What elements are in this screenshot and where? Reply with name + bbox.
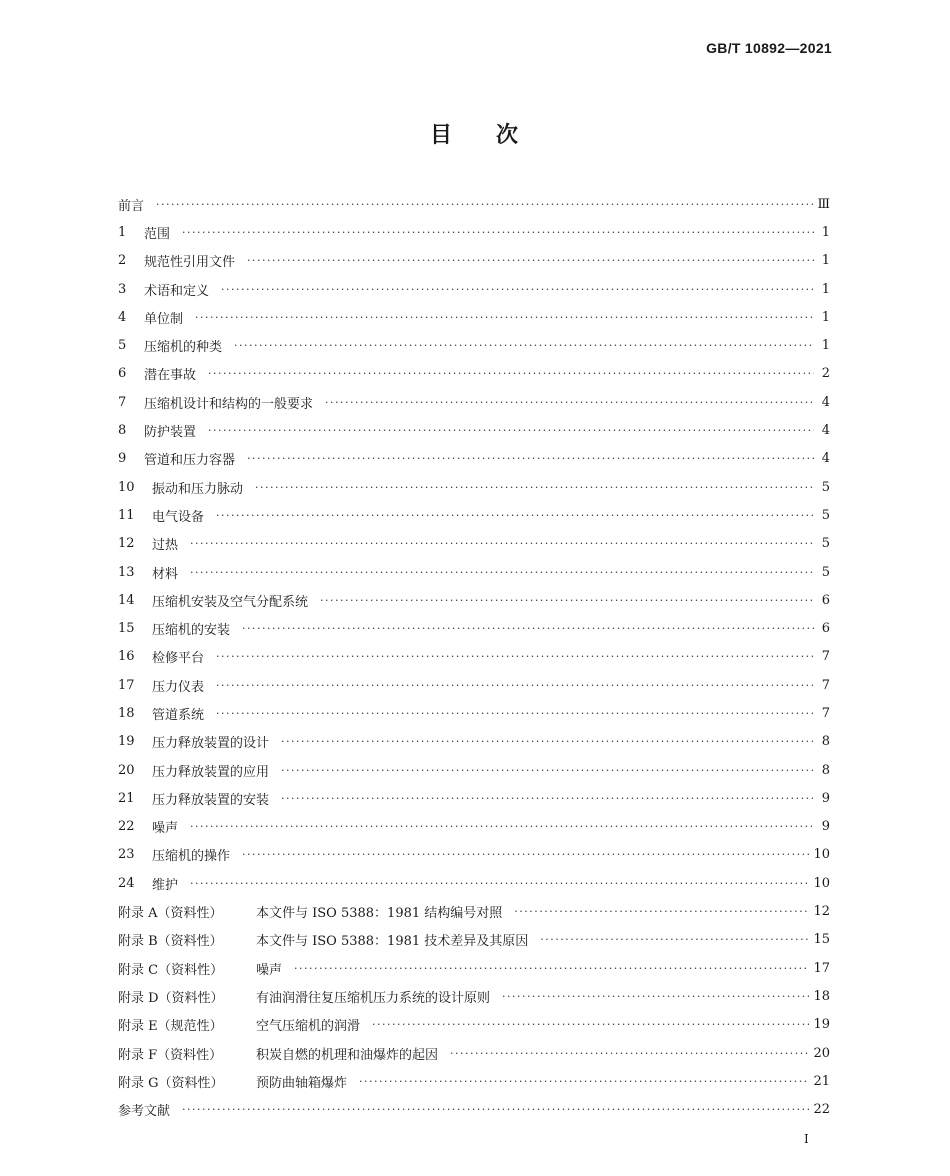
toc-appendix-entry[interactable] xyxy=(118,897,830,925)
toc-entry-title: 压力释放装置的应用 xyxy=(152,764,270,780)
toc-appendix-title: 有油润滑往复压缩机压力系统的设计原则 xyxy=(256,990,491,1006)
toc-appendix-page: 21 xyxy=(813,1073,830,1089)
toc-appendix-title: 预防曲轴箱爆炸 xyxy=(256,1075,348,1091)
toc-leader-dots xyxy=(281,764,814,777)
toc-appendix-entry[interactable] xyxy=(118,926,830,954)
toc-leader-dots xyxy=(255,481,814,494)
toc-entry-title: 规范性引用文件 xyxy=(144,255,236,271)
toc-entry-title: 电气设备 xyxy=(152,509,205,525)
toc-leader-dots xyxy=(190,537,814,550)
toc-entry-page: 5 xyxy=(821,479,830,495)
toc-entry-page: 1 xyxy=(821,253,830,269)
toc-entry-number: 20 xyxy=(118,762,135,778)
toc-entry-number: 2 xyxy=(118,253,127,269)
toc-entry-number: 8 xyxy=(118,423,127,439)
toc-entry[interactable] xyxy=(118,303,830,331)
toc-appendix-label: 附录 G（资料性） xyxy=(118,1075,224,1091)
toc-leader-dots xyxy=(242,848,809,861)
toc-entry[interactable] xyxy=(118,275,830,303)
toc-leader-dots xyxy=(281,792,814,805)
toc-entry-title: 防护装置 xyxy=(144,425,197,441)
toc-entry-page: 2 xyxy=(821,366,830,382)
toc-entry-title: 维护 xyxy=(152,877,179,893)
toc-entry-page: 1 xyxy=(821,309,830,325)
toc-appendix-title: 积炭自燃的机理和油爆炸的起因 xyxy=(256,1047,439,1063)
toc-entry-number: 10 xyxy=(118,479,135,495)
toc-leader-dots xyxy=(247,254,814,267)
toc-entry[interactable] xyxy=(118,190,830,218)
toc-entry-page: 5 xyxy=(821,564,830,580)
toc-appendix-page: 15 xyxy=(813,932,830,948)
toc-entry-number: 12 xyxy=(118,536,135,552)
toc-entry[interactable] xyxy=(118,388,830,416)
toc-entry-number: 15 xyxy=(118,621,135,637)
toc-entry-number: 22 xyxy=(118,819,135,835)
toc-entry-number: 16 xyxy=(118,649,135,665)
toc-appendix-label: 附录 B（资料性） xyxy=(118,934,223,950)
toc-references-title: 参考文献 xyxy=(118,1104,171,1120)
toc-entry-number: 18 xyxy=(118,705,135,721)
toc-appendix-entry[interactable] xyxy=(118,1067,830,1095)
standard-code: GB/T 10892—2021 xyxy=(706,40,832,56)
toc-entry-page: 1 xyxy=(821,224,830,240)
toc-leader-dots xyxy=(182,1103,809,1116)
toc-entry-title: 管道系统 xyxy=(152,707,205,723)
toc-appendix-title: 本文件与 ISO 5388：1981 结构编号对照 xyxy=(256,906,503,922)
toc-appendix-label: 附录 F（资料性） xyxy=(118,1047,223,1063)
toc-leader-dots xyxy=(540,933,809,946)
toc-entry-page: 10 xyxy=(813,847,830,863)
toc-leader-dots xyxy=(450,1047,809,1060)
toc-entry-number: 5 xyxy=(118,338,127,354)
toc-leader-dots xyxy=(216,707,814,720)
toc-entry-title: 压缩机安装及空气分配系统 xyxy=(152,594,309,610)
toc-entry-page: 7 xyxy=(821,705,830,721)
toc-entry-page: 10 xyxy=(813,875,830,891)
toc-leader-dots xyxy=(502,990,809,1003)
toc-entry-page: 6 xyxy=(821,592,830,608)
toc-leader-dots xyxy=(190,877,809,890)
toc-entry-number: 17 xyxy=(118,677,135,693)
toc-entry[interactable] xyxy=(118,445,830,473)
toc-list xyxy=(118,190,830,1124)
toc-entry-page: 1 xyxy=(821,338,830,354)
toc-leader-dots xyxy=(294,962,809,975)
toc-appendix-label: 附录 C（资料性） xyxy=(118,962,224,978)
toc-entry-title: 压缩机的操作 xyxy=(152,849,231,865)
toc-appendix-entry[interactable] xyxy=(118,982,830,1010)
toc-entry-page: 8 xyxy=(821,762,830,778)
toc-entry[interactable] xyxy=(118,360,830,388)
toc-leader-dots xyxy=(190,566,814,579)
toc-entry[interactable] xyxy=(118,586,830,614)
toc-leader-dots xyxy=(195,311,814,324)
toc-entry-page: 5 xyxy=(821,507,830,523)
toc-entry-number: 9 xyxy=(118,451,127,467)
toc-entry-page: Ⅲ xyxy=(817,196,830,212)
toc-leader-dots xyxy=(216,650,814,663)
toc-entry[interactable] xyxy=(118,841,830,869)
toc-entry[interactable] xyxy=(118,784,830,812)
toc-entry-title: 前言 xyxy=(118,198,145,214)
toc-entry[interactable] xyxy=(118,473,830,501)
toc-entry-number: 14 xyxy=(118,592,135,608)
toc-title xyxy=(0,118,950,149)
toc-entry-number: 24 xyxy=(118,875,135,891)
toc-appendix-entry[interactable] xyxy=(118,1011,830,1039)
toc-leader-dots xyxy=(208,424,814,437)
toc-entry-number: 11 xyxy=(118,507,135,523)
toc-entry-page: 1 xyxy=(821,281,830,297)
toc-leader-dots xyxy=(242,622,814,635)
toc-entry[interactable] xyxy=(118,728,830,756)
toc-appendix-entry[interactable] xyxy=(118,1039,830,1067)
toc-references-entry[interactable] xyxy=(118,1096,830,1124)
toc-entry-title: 管道和压力容器 xyxy=(144,453,236,469)
toc-appendix-page: 20 xyxy=(813,1045,830,1061)
toc-entry-title: 范围 xyxy=(144,226,171,242)
toc-leader-dots xyxy=(216,679,814,692)
toc-leader-dots xyxy=(372,1018,809,1031)
toc-entry-page: 7 xyxy=(821,649,830,665)
toc-entry-title: 压缩机的种类 xyxy=(144,340,223,356)
toc-entry-title: 单位制 xyxy=(144,311,184,327)
toc-leader-dots xyxy=(281,735,814,748)
toc-appendix-page: 17 xyxy=(813,960,830,976)
toc-entry-page: 4 xyxy=(821,451,830,467)
toc-appendix-title: 空气压缩机的润滑 xyxy=(256,1019,361,1035)
toc-entry-title: 过热 xyxy=(152,538,179,554)
toc-entry-title: 振动和压力脉动 xyxy=(152,481,244,497)
toc-leader-dots xyxy=(234,339,814,352)
page-number: I xyxy=(804,1132,809,1146)
toc-entry-page: 4 xyxy=(821,394,830,410)
toc-appendix-page: 18 xyxy=(813,988,830,1004)
toc-entry[interactable] xyxy=(118,501,830,529)
toc-entry-number: 21 xyxy=(118,790,135,806)
toc-entry[interactable] xyxy=(118,530,830,558)
toc-entry[interactable] xyxy=(118,756,830,784)
toc-entry-page: 8 xyxy=(821,734,830,750)
toc-entry[interactable] xyxy=(118,813,830,841)
toc-entry[interactable] xyxy=(118,671,830,699)
toc-leader-dots xyxy=(190,820,814,833)
toc-entry-number: 3 xyxy=(118,281,127,297)
toc-entry-number: 4 xyxy=(118,309,127,325)
toc-entry[interactable] xyxy=(118,699,830,727)
toc-entry-title: 潜在事故 xyxy=(144,368,197,384)
toc-entry-title: 压缩机的安装 xyxy=(152,623,231,639)
toc-appendix-entry[interactable] xyxy=(118,954,830,982)
toc-appendix-label: 附录 E（规范性） xyxy=(118,1019,223,1035)
toc-leader-dots xyxy=(514,905,809,918)
toc-entry-page: 9 xyxy=(821,790,830,806)
toc-entry-page: 5 xyxy=(821,536,830,552)
toc-entry-page: 4 xyxy=(821,423,830,439)
toc-entry-number: 7 xyxy=(118,394,127,410)
toc-appendix-label: 附录 D（资料性） xyxy=(118,990,224,1006)
toc-entry[interactable] xyxy=(118,416,830,444)
toc-appendix-page: 19 xyxy=(813,1017,830,1033)
toc-entry-title: 材料 xyxy=(152,566,179,582)
toc-references-page: 22 xyxy=(813,1102,830,1118)
toc-appendix-label: 附录 A（资料性） xyxy=(118,906,223,922)
toc-entry-title: 压力仪表 xyxy=(152,679,205,695)
toc-leader-dots xyxy=(247,452,814,465)
toc-entry-number: 13 xyxy=(118,564,135,580)
toc-appendix-title: 本文件与 ISO 5388：1981 技术差异及其原因 xyxy=(256,934,529,950)
toc-entry[interactable] xyxy=(118,869,830,897)
toc-entry[interactable] xyxy=(118,614,830,642)
toc-leader-dots xyxy=(325,396,814,409)
toc-leader-dots xyxy=(156,198,813,211)
toc-entry[interactable] xyxy=(118,643,830,671)
toc-entry-page: 7 xyxy=(821,677,830,693)
toc-entry-number: 23 xyxy=(118,847,135,863)
toc-title-left: 目 xyxy=(429,123,454,148)
toc-entry-title: 压缩机设计和结构的一般要求 xyxy=(144,396,314,412)
toc-entry[interactable] xyxy=(118,218,830,246)
toc-leader-dots xyxy=(208,367,814,380)
toc-entry-number: 6 xyxy=(118,366,127,382)
toc-entry[interactable] xyxy=(118,331,830,359)
toc-leader-dots xyxy=(216,509,814,522)
toc-entry-title: 压力释放装置的设计 xyxy=(152,736,270,752)
toc-leader-dots xyxy=(221,283,814,296)
toc-entry-number: 19 xyxy=(118,734,135,750)
toc-appendix-page: 12 xyxy=(813,904,830,920)
toc-entry-page: 6 xyxy=(821,621,830,637)
toc-leader-dots xyxy=(320,594,814,607)
toc-entry[interactable] xyxy=(118,247,830,275)
toc-leader-dots xyxy=(359,1075,809,1088)
toc-entry-number: 1 xyxy=(118,224,127,240)
toc-entry-title: 压力释放装置的安装 xyxy=(152,792,270,808)
toc-leader-dots xyxy=(182,226,814,239)
toc-entry[interactable] xyxy=(118,558,830,586)
toc-entry-title: 检修平台 xyxy=(152,651,205,667)
toc-appendix-title: 噪声 xyxy=(256,962,283,978)
toc-title-right: 次 xyxy=(496,123,521,148)
toc-entry-title: 噪声 xyxy=(152,821,179,837)
toc-entry-page: 9 xyxy=(821,819,830,835)
toc-entry-title: 术语和定义 xyxy=(144,283,210,299)
